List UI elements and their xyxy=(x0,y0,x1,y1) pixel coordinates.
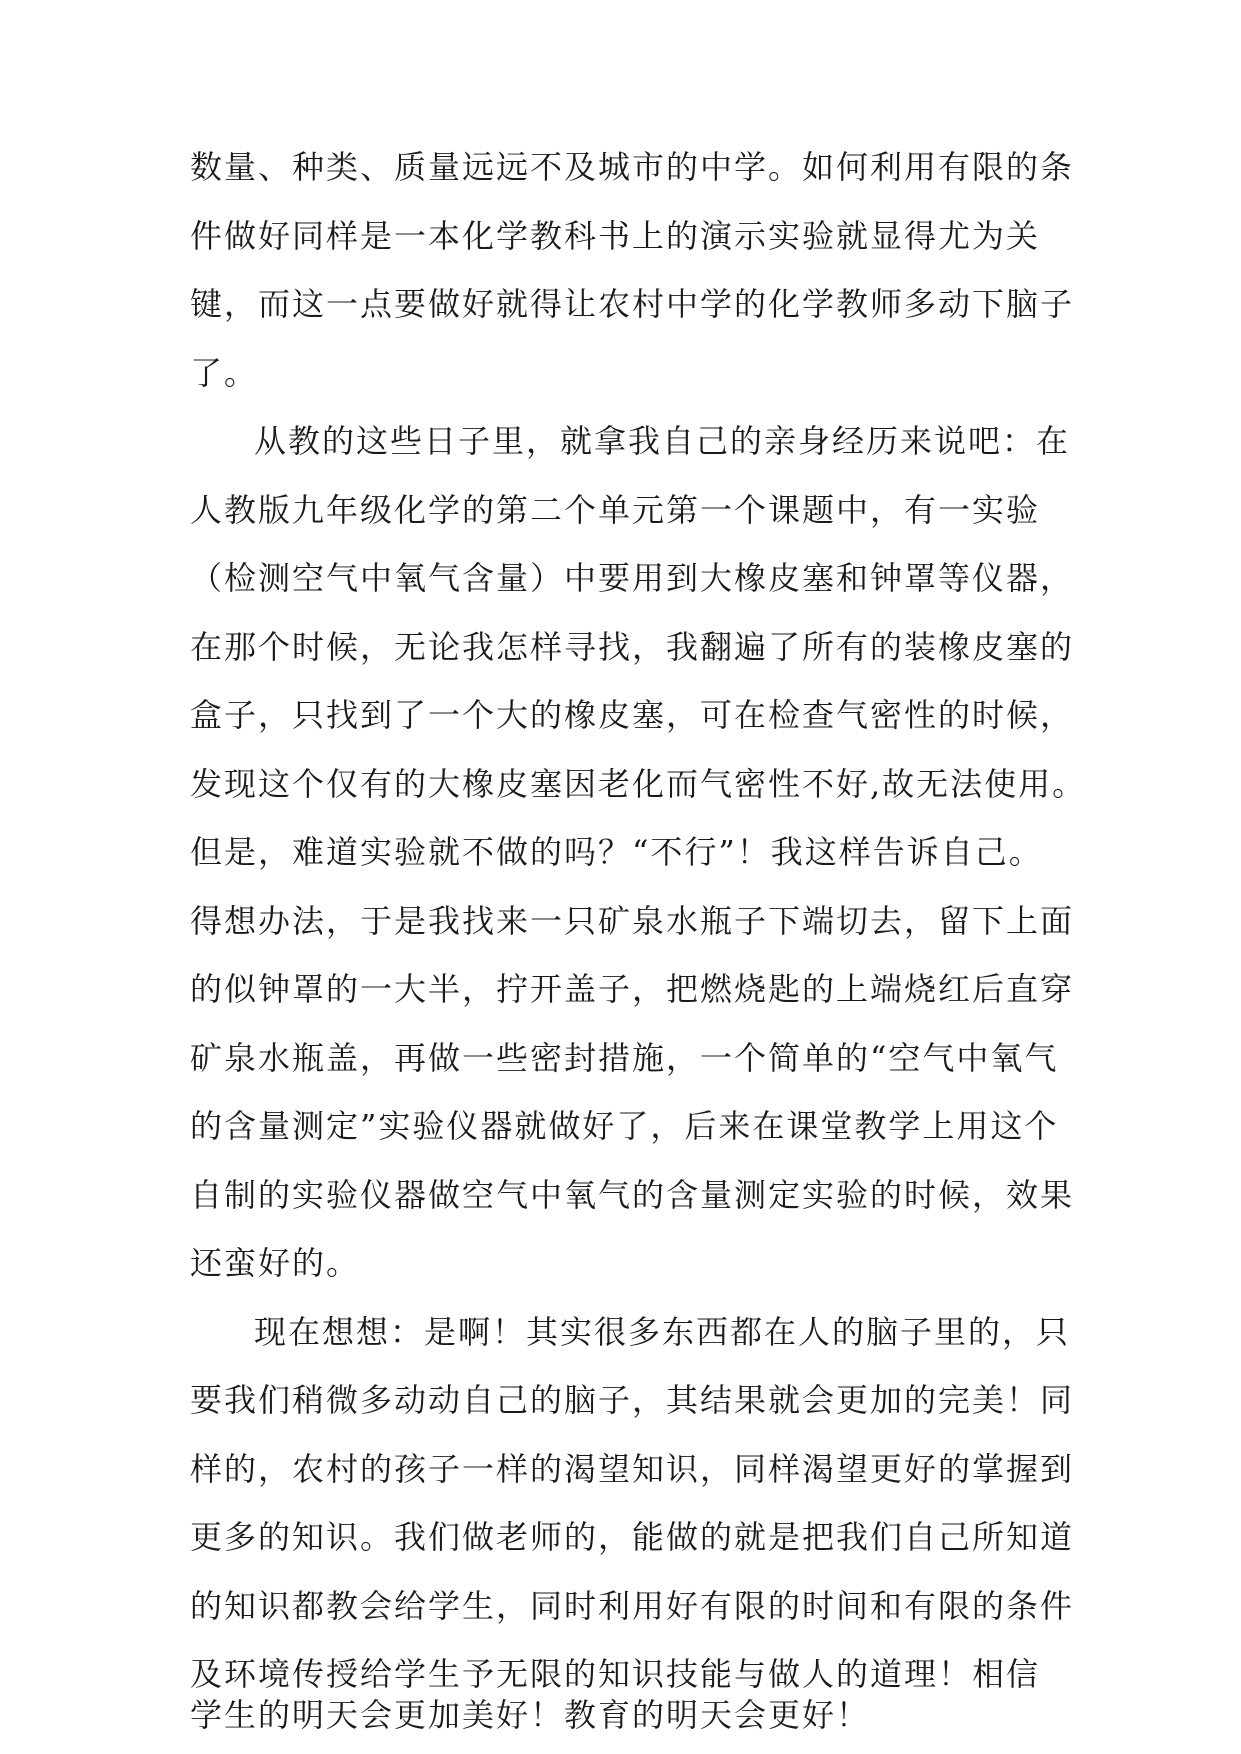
text-line: 人教版九年级化学的第二个单元第一个课题中，有一实验 xyxy=(190,491,1041,529)
text-line: 但是，难道实验就不做的吗？“不行”！我这样告诉自己。 xyxy=(190,833,1043,871)
text-line: 的含量测定”实验仪器就做好了，后来在课堂教学上用这个 xyxy=(190,1107,1059,1145)
text-line: 在那个时候，无论我怎样寻找，我翻遍了所有的装橡皮塞的 xyxy=(190,628,1075,666)
text-line: 得想办法，于是我找来一只矿泉水瓶子下端切去，留下上面 xyxy=(190,902,1075,940)
text-line: 盒子，只找到了一个大的橡皮塞，可在检查气密性的时候， xyxy=(190,696,1075,734)
text-line: 发现这个仅有的大橡皮塞因老化而气密性不好,故无法使用。 xyxy=(190,765,1087,803)
text-line: 及环境传授给学生予无限的知识技能与做人的道理！相信 xyxy=(190,1655,1041,1693)
text-line: 要我们稍微多动动自己的脑子，其结果就会更加的完美！同 xyxy=(190,1381,1075,1419)
text-line: 件做好同样是一本化学教科书上的演示实验就显得尤为关 xyxy=(190,217,1041,255)
text-line: 现在想想：是啊！其实很多东西都在人的脑子里的，只 xyxy=(254,1313,1071,1351)
text-line: 样的，农村的孩子一样的渴望知识，同样渴望更好的掌握到 xyxy=(190,1450,1075,1488)
text-line: 还蛮好的。 xyxy=(190,1244,361,1282)
text-line: 从教的这些日子里，就拿我自己的亲身经历来说吧：在 xyxy=(254,422,1071,460)
text-line: 数量、种类、质量远远不及城市的中学。如何利用有限的条 xyxy=(190,148,1075,186)
text-line: 矿泉水瓶盖，再做一些密封措施，一个简单的“空气中氧气 xyxy=(190,1039,1059,1077)
text-line: 了。 xyxy=(190,354,259,392)
text-line: （检测空气中氧气含量）中要用到大橡皮塞和钟罩等仪器， xyxy=(190,559,1075,597)
text-line: 自制的实验仪器做空气中氧气的含量测定实验的时候，效果 xyxy=(190,1176,1075,1214)
text-line: 的似钟罩的一大半，拧开盖子，把燃烧匙的上端烧红后直穿 xyxy=(190,970,1075,1008)
text-line: 的知识都教会给学生，同时利用好有限的时间和有限的条件 xyxy=(190,1587,1075,1625)
text-line: 学生的明天会更加美好！教育的明天会更好！ xyxy=(190,1696,871,1734)
text-line: 更多的知识。我们做老师的，能做的就是把我们自己所知道 xyxy=(190,1518,1075,1556)
text-line: 键，而这一点要做好就得让农村中学的化学教师多动下脑子 xyxy=(190,285,1075,323)
